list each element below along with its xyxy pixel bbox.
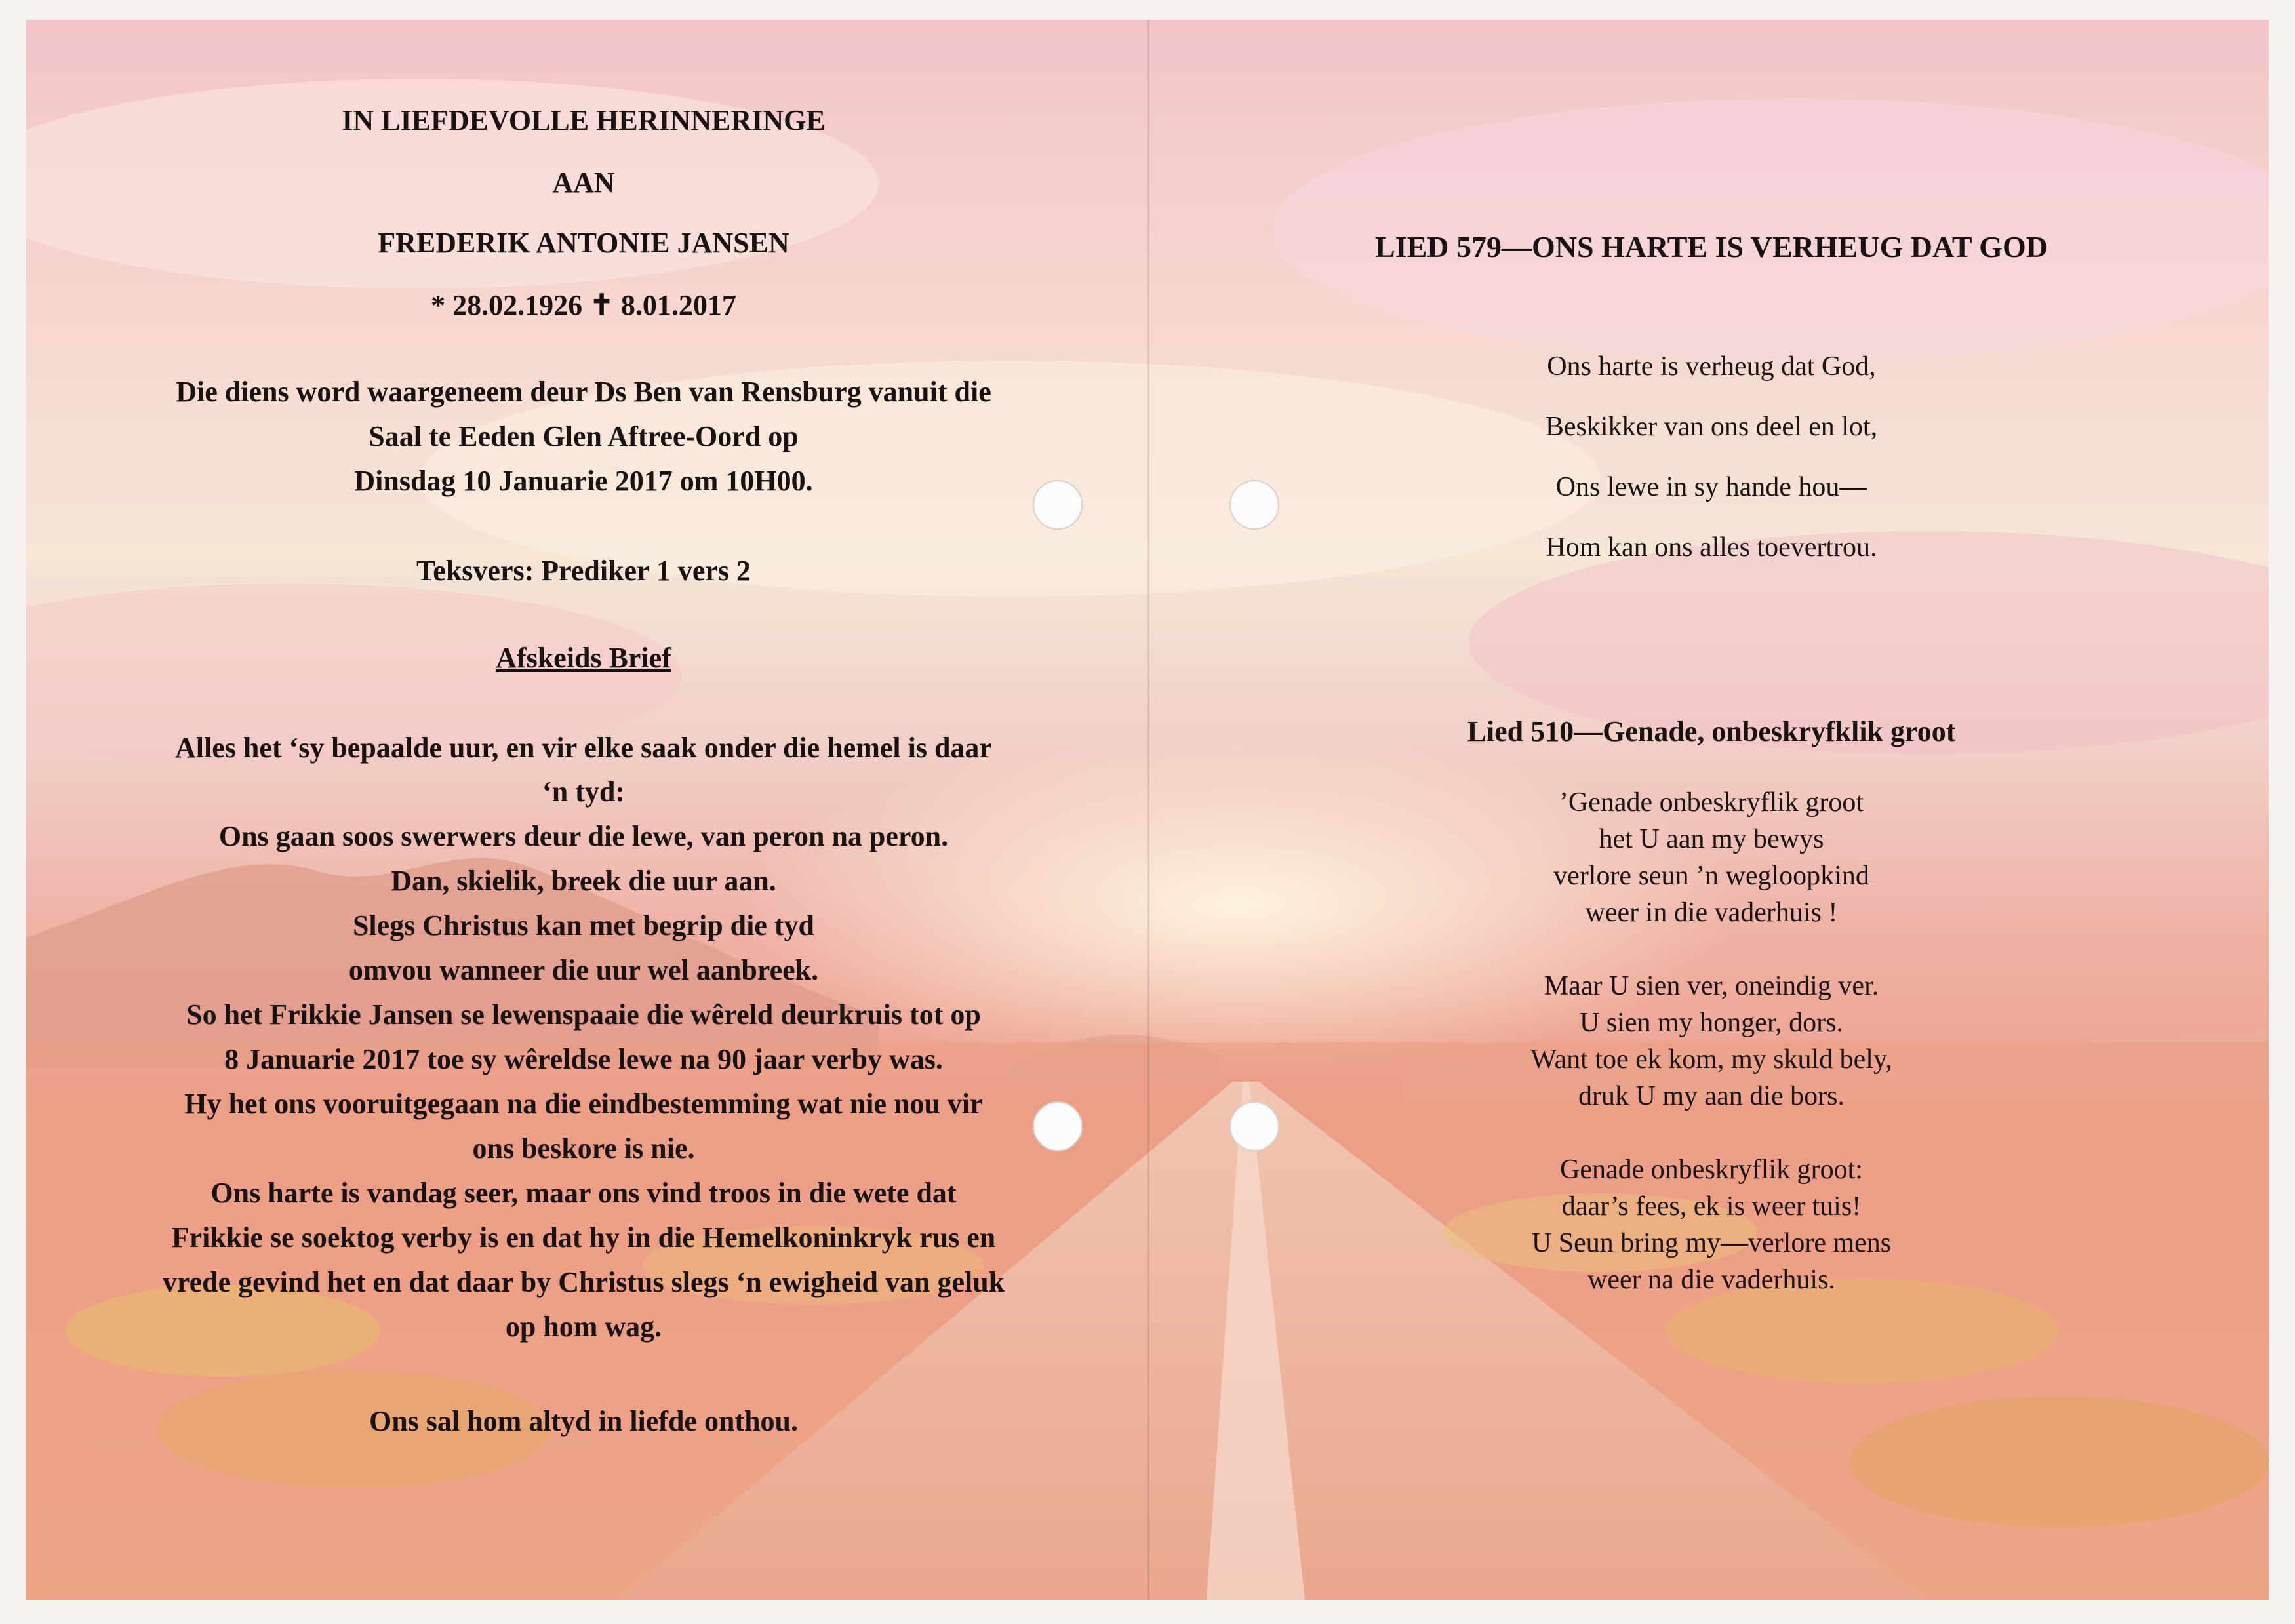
hymn-579-title: LIED 579—ONS HARTE IS VERHEUG DAT GOD	[1375, 230, 2048, 264]
hymn-line: Maar U sien ver, oneindig ver.	[1544, 971, 1879, 1001]
hymn-line: daar’s fees, ek is weer tuis!	[1561, 1191, 1862, 1221]
hymn-line: Ons harte is verheug dat God,	[1547, 351, 1876, 382]
hymn-line: druk U my aan die bors.	[1578, 1081, 1845, 1111]
closing-line: Ons sal hom altyd in liefde onthou.	[369, 1405, 799, 1437]
hymn-line: weer in die vaderhuis !	[1585, 898, 1838, 928]
hymn-line: Hom kan ons alles toevertrou.	[1546, 532, 1877, 563]
service-line: Die diens word waargeneem deur Ds Ben van Rensburg vanuit die	[176, 376, 991, 408]
letter-line: ‘n tyd:	[542, 776, 625, 808]
hymn-line: U Seun bring my—verlore mens	[1531, 1228, 1892, 1258]
memorial-heading: IN LIEFDEVOLLE HERINNERINGE	[342, 104, 826, 136]
letter-line: Hy het ons vooruitgegaan na die eindbestemming wat nie nou vir	[184, 1088, 983, 1120]
birth-death-dates: * 28.02.1926 ✝ 8.01.2017	[431, 289, 736, 321]
memorial-heading-aan: AAN	[552, 167, 615, 199]
letter-title: Afskeids Brief	[496, 642, 671, 674]
letter-line: Dan, skielik, breek die uur aan.	[391, 865, 776, 897]
hymn-line: Ons lewe in sy hande hou—	[1555, 472, 1867, 502]
letter-line: vrede gevind het en dat daar by Christus slegs ‘n ewigheid van geluk	[162, 1266, 1005, 1298]
hymn-line: Genade onbeskryflik groot:	[1560, 1155, 1863, 1185]
right-page	[1154, 20, 2269, 1600]
hymn-510-title: Lied 510—Genade, onbeskryfklik groot	[1467, 715, 1956, 747]
letter-line: Alles het ‘sy bepaalde uur, en vir elke saak onder die hemel is daar	[175, 732, 992, 764]
text-verse: Teksvers: Prediker 1 vers 2	[416, 555, 751, 587]
letter-line: ons beskore is nie.	[472, 1132, 695, 1164]
service-line: Saal te Eeden Glen Aftree-Oord op	[369, 420, 799, 452]
hymn-line: verlore seun ’n wegloopkind	[1553, 861, 1869, 891]
deceased-name: FREDERIK ANTONIE JANSEN	[378, 227, 789, 259]
hymn-line: Want toe ek kom, my skuld bely,	[1530, 1044, 1892, 1075]
letter-line: Ons harte is vandag seer, maar ons vind troos in die wete dat	[210, 1177, 957, 1209]
hymn-line: Beskikker van ons deel en lot,	[1545, 412, 1878, 442]
letter-line: omvou wanneer die uur wel aanbreek.	[348, 954, 819, 986]
letter-line: Frikkie se soektog verby is en dat hy in die Hemelkoninkryk rus en	[171, 1221, 996, 1254]
program-sheet	[26, 20, 2269, 1600]
letter-line: 8 Januarie 2017 toe sy wêreldse lewe na 90 jaar verby was.	[224, 1043, 943, 1075]
letter-line: Ons gaan soos swerwers deur die lewe, van peron na peron.	[218, 820, 949, 852]
hymn-line: het U aan my bewys	[1599, 824, 1824, 854]
hymn-line: ’Genade onbeskryflik groot	[1559, 787, 1864, 818]
center-fold	[1148, 20, 1149, 1600]
hymn-line: U sien my honger, dors.	[1580, 1008, 1843, 1038]
letter-line: op hom wag.	[505, 1311, 662, 1343]
left-page	[26, 20, 1141, 1600]
letter-line: So het Frikkie Jansen se lewenspaaie die wêreld deurkruis tot op	[186, 999, 981, 1031]
hymn-line: weer na die vaderhuis.	[1587, 1265, 1835, 1295]
service-line: Dinsdag 10 Januarie 2017 om 10H00.	[354, 465, 813, 497]
letter-line: Slegs Christus kan met begrip die tyd	[352, 909, 815, 941]
